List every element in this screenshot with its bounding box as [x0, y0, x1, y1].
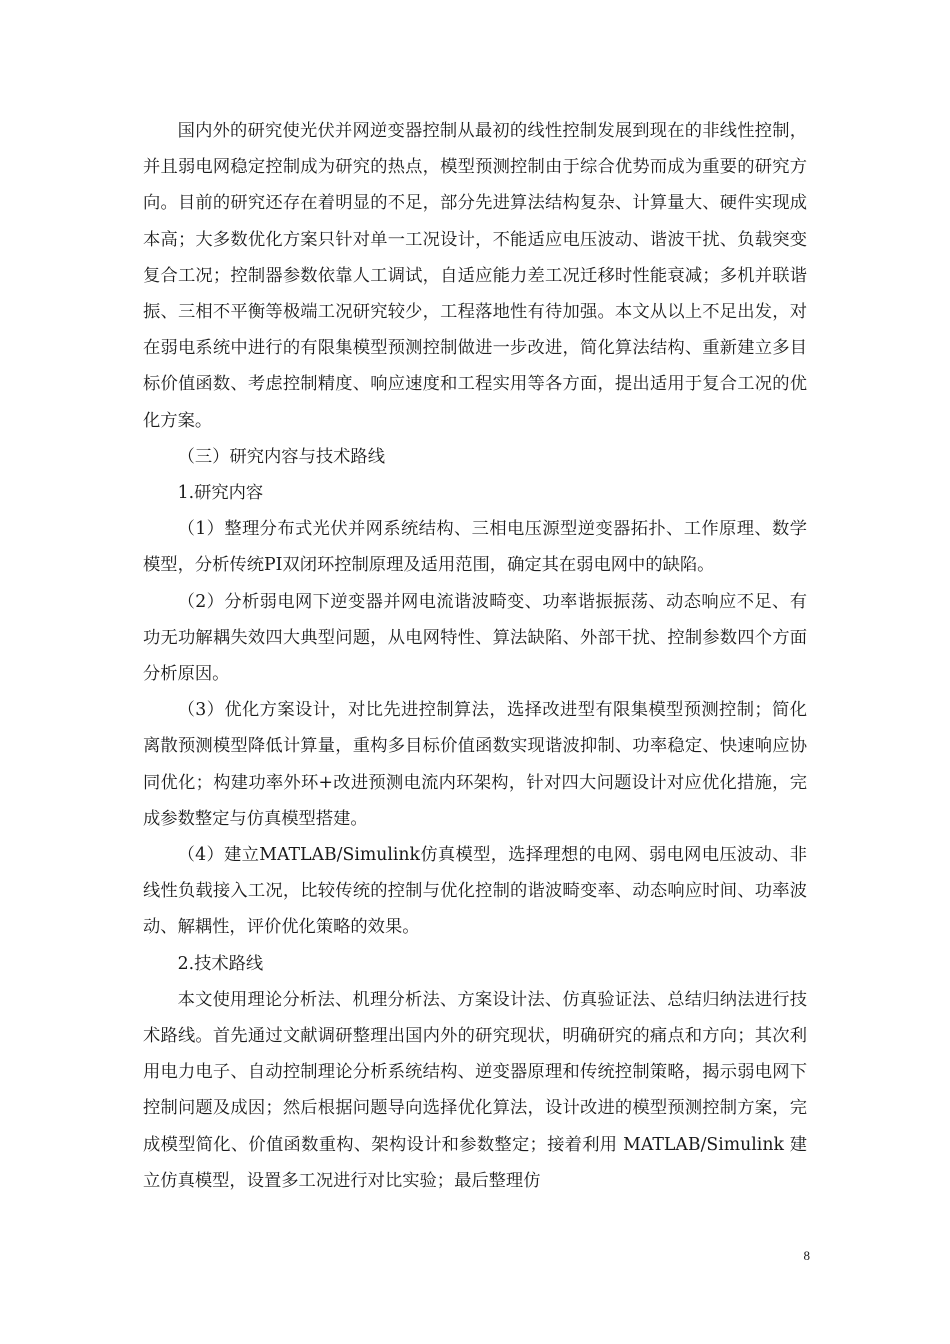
- page-body: [143, 113, 807, 1199]
- section-heading: （三）研究内容与技术路线: [177, 446, 385, 467]
- subheading-research-content: 1.研究内容: [177, 483, 264, 504]
- paragraph-literature-summary: 国内外的研究使光伏并网逆变器控制从最初的线性控制发展到现在的非线性控制，并且弱电网稳定控制成为研究的热点，模型预测控制由于综合优势而成为重要的研究方向。目前的研究还存在着明显的不足，部分先进算法结构复杂、计算量大、硬件实现成本高；大多数优化方案只针对单一工况设计，不能适应电压波动、谐波干扰、负载突变复合工况；控制器参数依靠人工调试，自适应能力差工况迁移时性能衰减；多机并联谐振、三相不平衡等极端工况研究较少，工程落地性有待加强。本文从以上不足出发，对在弱电系统中进行的有限集模型预测控制做进一步改进，简化算法结构、重新建立多目标价值函数、考虑控制精度、响应速度和工程实用等各方面，提出适用于复合工况的优化方案。: [143, 121, 807, 431]
- research-item-2: （2）分析弱电网下逆变器并网电流谐波畸变、功率谐振振荡、动态响应不足、有功无功解耦失效四大典型问题，从电网特性、算法缺陷、外部干扰、控制参数四个方面分析原因。: [143, 591, 807, 685]
- paragraph-technical-route: 本文使用理论分析法、机理分析法、方案设计法、仿真验证法、总结归纳法进行技术路线。首先通过文献调研整理出国内外的研究现状，明确研究的痛点和方向；其次利用电力电子、自动控制理论分析系统结构、逆变器原理和传统控制策略，揭示弱电网下控制问题及成因；然后根据问题导向选择优化算法，设计改进的模型预测控制方案，完成模型简化、价值函数重构、架构设计和参数整定；接着利用 MATLAB/Simulink 建立仿真模型，设置多工况进行对比实验；最后整理仿: [143, 989, 807, 1191]
- research-item-3: （3）优化方案设计，对比先进控制算法，选择改进型有限集模型预测控制；简化离散预测模型降低计算量，重构多目标价值函数实现谐波抑制、功率稳定、快速响应协同优化；构建功率外环+改进预测电流内环架构，针对四大问题设计对应优化措施，完成参数整定与仿真模型搭建。: [143, 700, 807, 829]
- research-item-4: （4）建立MATLAB/Simulink仿真模型，选择理想的电网、弱电网电压波动、非线性负载接入工况，比较传统的控制与优化控制的谐波畸变率、动态响应时间、功率波动、解耦性，评价优化策略的效果。: [143, 845, 807, 938]
- subheading-technical-route: 2.技术路线: [177, 953, 264, 974]
- research-item-1: （1）整理分布式光伏并网系统结构、三相电压源型逆变器拓扑、工作原理、数学模型，分析传统PI双闭环控制原理及适用范围，确定其在弱电网中的缺陷。: [143, 519, 807, 576]
- page-number: 8: [803, 1248, 810, 1263]
